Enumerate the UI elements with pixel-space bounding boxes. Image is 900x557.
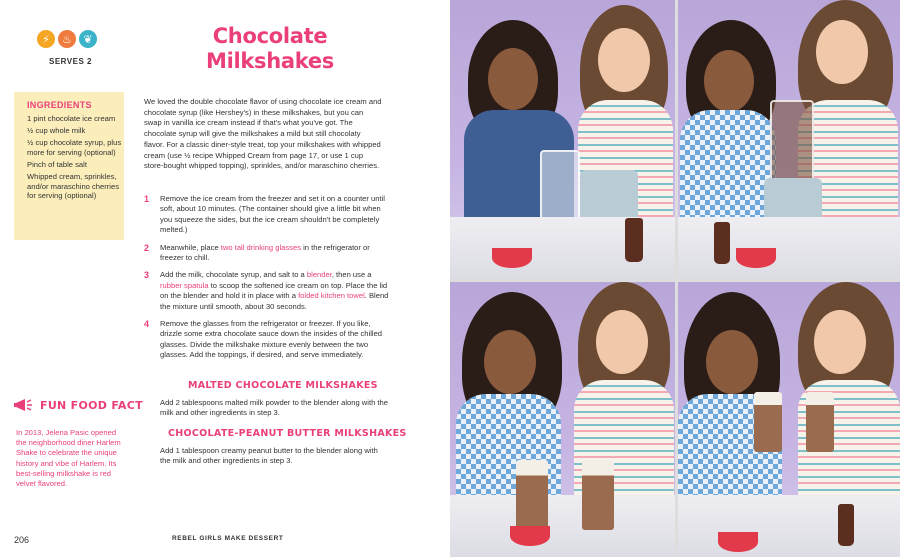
equipment-highlight: two tall drinking glasses: [220, 242, 301, 252]
photo-enjoying-shakes: [678, 282, 900, 557]
photo-blending: [678, 0, 900, 279]
title-line-1: Chocolate: [212, 24, 328, 48]
step-text: in the refrigerator or freezer to chill.: [160, 242, 370, 263]
step-number: 3: [144, 270, 150, 281]
no-bake-icon: ♨: [58, 30, 76, 48]
page-number: 206: [14, 535, 30, 545]
fun-fact-header: [14, 397, 143, 413]
quick-icon: ⚡: [37, 30, 55, 48]
fun-fact-title: FUN FOOD FACT: [40, 398, 143, 412]
ingredient-item: Pinch of table salt: [27, 159, 87, 169]
step-text: , then use a: [331, 270, 372, 280]
step-text: Remove the glasses from the refrigerator or freezer. If you like, drizzle some extra chocolate sauce down the insides of the chilled glasses. Divide the milkshake mixture evenly between the two glasses. Add the toppings, if desired, and serve immediately.: [160, 319, 383, 360]
step-4: [144, 319, 392, 361]
recipe-icons: [37, 30, 97, 48]
ingredients-heading: INGREDIENTS: [27, 100, 92, 110]
step-2: [144, 243, 392, 264]
variation-title: CHOCOLATE-PEANUT BUTTER MILKSHAKES: [168, 428, 407, 439]
step-3: [144, 270, 392, 312]
variation-text: Add 2 tablespoons malted milk powder to the blender along with the milk and other ingredients in step 3.: [160, 398, 388, 418]
ingredient-item: ½ cup chocolate syrup, plus more for serving (optional): [27, 138, 122, 157]
step-text: Remove the ice cream from the freezer and set it on a counter until soft, about 10 minutes. (The container should give a little bit when you squeeze the sides, but the ice cream shouldn't be completely melted.): [160, 194, 385, 235]
variation-title: MALTED CHOCOLATE MILKSHAKES: [188, 380, 378, 391]
fun-fact-text: In 2013, Jelena Pasic opened the neighborhood diner Harlem Shake to celebrate the unique history and vibe of Harlem. Its best-selling milkshake is red velvet flavored.: [16, 428, 121, 489]
step-text: Add the milk, chocolate syrup, and salt to a: [160, 270, 307, 280]
variation-text: Add 1 tablespoon creamy peanut butter to the blender along with the milk and other ingredients in step 3.: [160, 446, 378, 466]
step-number: 1: [144, 194, 150, 204]
ingredient-item: ½ cup whole milk: [27, 126, 86, 136]
ingredients-box: [14, 92, 124, 240]
leaf-icon: ❦: [79, 30, 97, 48]
serves-label: SERVES 2: [49, 57, 92, 66]
megaphone-icon: [14, 397, 34, 413]
step-1: [144, 194, 392, 236]
title-line-2: Milkshakes: [205, 49, 335, 73]
equipment-highlight: folded kitchen towel: [298, 291, 365, 301]
step-text: . Blend the mixture until smooth, about 30 seconds.: [160, 291, 389, 311]
photo-page: [450, 0, 900, 557]
step-number: 2: [144, 242, 150, 253]
steps-list: [144, 194, 392, 368]
step-number: 4: [144, 319, 150, 330]
running-title: REBEL GIRLS MAKE DESSERT: [172, 535, 284, 542]
step-text: Meanwhile, place: [160, 242, 221, 252]
recipe-intro: We loved the double chocolate flavor of using chocolate ice cream and chocolate syrup (like Hershey's) in these milkshakes, but you can swap in vanilla ice cream instead if that's what you've got. The chocolate syrup will give the milkshakes a mild but still chocolaty flavor. For a classic diner-style treat, top your milkshakes with whipped cream (use ½ recipe Whipped Cream from page 17, or use 1 cup store-bought whipped topping), sprinkles, and/or maraschino cherries.: [144, 97, 382, 171]
photo-pouring-milk: [450, 0, 675, 279]
step-text: to scoop the softened ice cream on top. Place the lid on the blender and hold it in place with a: [160, 280, 388, 301]
equipment-highlight: blender: [306, 270, 332, 280]
equipment-highlight: rubber spatula: [160, 280, 209, 290]
photo-topping-shakes: [450, 282, 675, 557]
ingredient-item: Whipped cream, sprinkles, and/or maraschino cherries for serving (optional): [27, 171, 120, 201]
ingredient-item: 1 pint chocolate ice cream: [27, 114, 116, 123]
recipe-title: [170, 24, 370, 74]
